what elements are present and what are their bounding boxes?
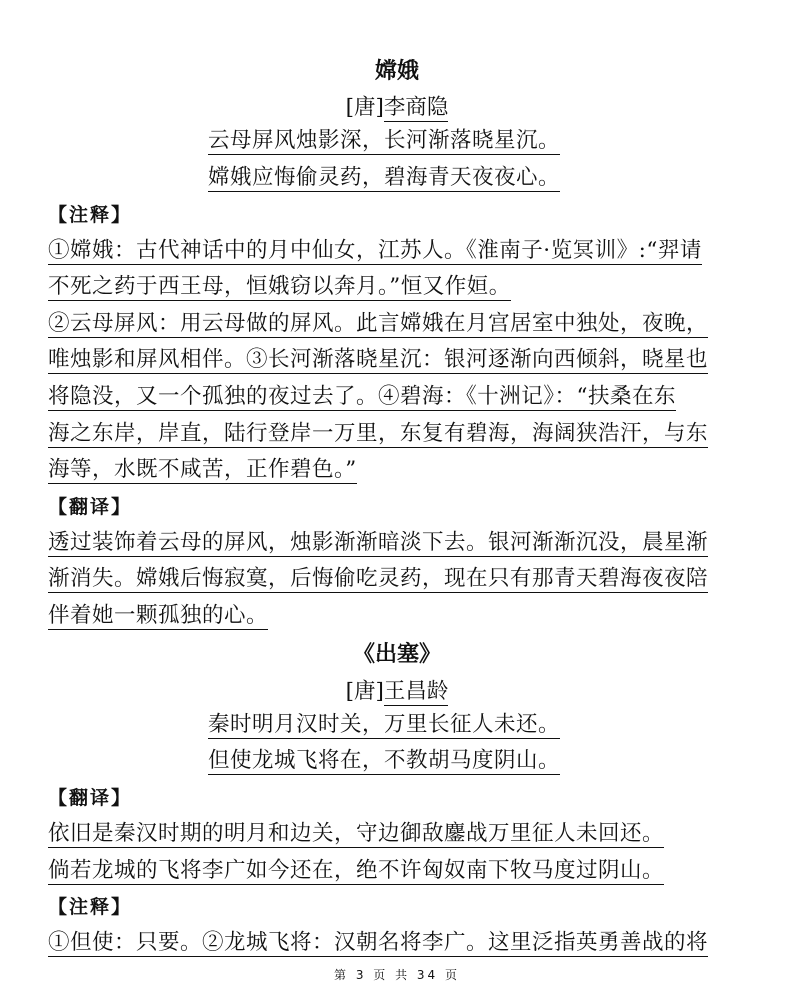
poem1-notes-heading: 【注释】 [48,204,133,226]
poem1-author [0,90,794,121]
poem2-line-1: 秦时明月汉时关，万里长征人未还。 [208,712,561,737]
poem1-line-2: 嫦娥应悔偷灵药，碧海青天夜夜心。 [208,165,561,190]
poem2-translation-heading: 【翻译】 [48,787,133,809]
poem1-poet: 李商隐 [383,95,449,120]
poem1-note-line: ②云母屏风：用云母做的屏风。此言嫦娥在月宫居室中独处，夜晚， [48,311,709,336]
poem2-author [0,674,794,705]
poem2-translation-line: 依旧是秦汉时期的明月和边关，守边御敌鏖战万里征人未回还。 [48,821,665,846]
poem2-line-2: 但使龙城飞将在，不教胡马度阴山。 [208,748,561,773]
poem1-note-line: 海等，水既不咸苦，正作碧色。” [48,457,357,482]
poem2-dynasty: [唐] [345,679,384,704]
poem1-dynasty: [唐] [345,95,384,120]
poem1-note-line: 唯烛影和屏风相伴。③长河渐落晓星沉：银河逐渐向西倾斜，晓星也 [48,347,709,372]
poem2-translation-line: 倘若龙城的飞将李广如今还在，绝不许匈奴南下牧马度过阴山。 [48,858,665,883]
poem2-note-line: ①但使：只要。②龙城飞将：汉朝名将李广。这里泛指英勇善战的将 [48,930,709,955]
poem1-translation-heading: 【翻译】 [48,496,133,518]
poem1-note-line: ①嫦娥：古代神话中的月中仙女，江苏人。《淮南子·览冥训》:“羿请 [48,238,702,263]
poem1-title: 嫦娥 [374,59,419,84]
poem1-note-line: 不死之药于西王母，恒娥窃以奔月。”恒又作姮。 [48,274,511,299]
page-footer: 第 3 页 共 34 页 [334,968,460,982]
poem2-poet: 王昌龄 [383,679,449,704]
poem1-translation-line: 伴着她一颗孤独的心。 [48,603,269,628]
poem2-title: 《出塞》 [352,642,441,667]
poem2-notes-heading: 【注释】 [48,896,133,918]
poem1-translation-line: 透过装饰着云母的屏风，烛影渐渐暗淡下去。银河渐渐沉没，晨星渐 [48,530,709,555]
poem1-translation-line: 渐消失。嫦娥后悔寂寞，后悔偷吃灵药，现在只有那青天碧海夜夜陪 [48,566,709,591]
poem1-line-1: 云母屏风烛影深，长河渐落晓星沉。 [208,128,561,153]
poem1-note-line: 海之东岸，岸直，陆行登岸一万里，东复有碧海，海阔狭浩汗，与东 [48,421,709,446]
poem1-note-line: 将隐没，又一个孤独的夜过去了。④碧海：《十洲记》：“扶桑在东 [48,384,676,409]
